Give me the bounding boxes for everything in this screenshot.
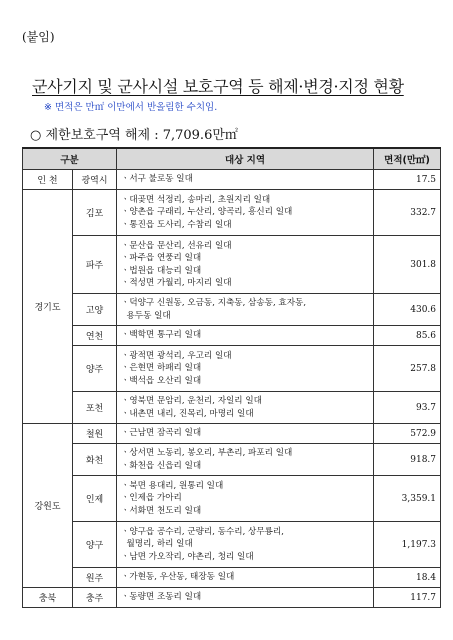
city-cell: 충주 — [73, 588, 117, 608]
city-cell: 철원 — [73, 424, 117, 444]
table-row — [23, 326, 441, 346]
city-cell: 연천 — [73, 326, 117, 346]
location-cell — [117, 294, 374, 326]
city-cell: 인제 — [73, 476, 117, 522]
location-line: ㆍ동량면 조동리 일대 — [121, 592, 202, 603]
location-cell — [117, 588, 374, 608]
area-cell: 117.7 — [374, 588, 441, 608]
location-cell — [117, 568, 374, 588]
location-line: ㆍ법원읍 대능리 일대 — [121, 265, 202, 276]
location-cell — [117, 236, 374, 294]
province-cell: 강원도 — [23, 424, 73, 588]
release-status-table — [22, 147, 441, 608]
province-cell: 충북 — [23, 588, 73, 608]
area-cell: 918.7 — [374, 444, 441, 476]
table-row — [23, 476, 441, 522]
location-cell — [117, 424, 374, 444]
location-line: ㆍ대곶면 석정리, 송마리, 초원지리 일대 — [121, 194, 271, 205]
location-line: ㆍ백학면 통구리 일대 — [121, 330, 202, 341]
city-cell: 원주 — [73, 568, 117, 588]
area-cell: 301.8 — [374, 236, 441, 294]
location-line: ㆍ문산읍 문산리, 선유리 일대 — [121, 240, 232, 251]
location-line: ㆍ서구 불로동 일대 — [121, 174, 193, 185]
city-cell: 양구 — [73, 522, 117, 568]
area-cell: 18.4 — [374, 568, 441, 588]
table-row — [23, 190, 441, 236]
area-cell: 85.6 — [374, 326, 441, 346]
location-line: ㆍ백석읍 오산리 일대 — [121, 375, 202, 386]
location-cell — [117, 346, 374, 392]
location-line: ㆍ양구읍 공수리, 군량리, 동수리, 상무룡리, — [121, 526, 284, 537]
area-cell: 257.8 — [374, 346, 441, 392]
table-row — [23, 424, 441, 444]
table-row — [23, 444, 441, 476]
city-cell: 고양 — [73, 294, 117, 326]
location-cell — [117, 190, 374, 236]
location-line: ㆍ남면 가오작리, 야촌리, 청리 일대 — [121, 551, 254, 562]
location-line: ㆍ상서면 노동리, 봉오리, 부촌리, 파포리 일대 — [121, 448, 293, 458]
table-row — [23, 568, 441, 588]
table-row — [23, 294, 441, 326]
location-line: ㆍ파주읍 연풍리 일대 — [121, 253, 202, 263]
area-cell: 3,359.1 — [374, 476, 441, 522]
header-area: 면적(만㎡) — [374, 148, 441, 170]
province-cell: 인 천 — [23, 170, 73, 190]
area-cell: 332.7 — [374, 190, 441, 236]
location-cell — [117, 476, 374, 522]
table-row — [23, 236, 441, 294]
location-line: ㆍ은현면 하패리 일대 — [121, 363, 202, 374]
header-location: 대상 지역 — [117, 148, 374, 170]
location-line: ㆍ인제읍 가아리 — [121, 493, 182, 504]
table-row — [23, 522, 441, 568]
location-cell — [117, 522, 374, 568]
city-cell: 양주 — [73, 346, 117, 392]
city-cell: 광역시 — [73, 170, 117, 190]
location-line: ㆍ화천읍 신읍리 일대 — [121, 460, 202, 471]
location-cell — [117, 392, 374, 424]
table-row — [23, 588, 441, 608]
city-cell: 화천 — [73, 444, 117, 476]
location-line: ㆍ통진읍 도사리, 수참리 일대 — [121, 219, 232, 230]
city-cell: 김포 — [73, 190, 117, 236]
table-row — [23, 346, 441, 392]
header-category: 구분 — [23, 148, 117, 170]
location-cell — [117, 326, 374, 346]
section-heading: ○ 제한보호구역 해제 : 7,709.6만㎡ — [30, 128, 238, 143]
location-line: ㆍ서화면 천도리 일대 — [121, 505, 202, 516]
location-line: ㆍ양촌읍 구래리, 누산리, 양곡리, 흥신리 일대 — [121, 207, 293, 218]
area-cell: 17.5 — [374, 170, 441, 190]
area-cell: 93.7 — [374, 392, 441, 424]
city-cell: 포천 — [73, 392, 117, 424]
city-cell: 파주 — [73, 236, 117, 294]
location-cell — [117, 444, 374, 476]
location-line: ㆍ내촌면 내리, 진목리, 마명리 일대 — [121, 408, 254, 419]
location-line: ㆍ가현동, 우산동, 태장동 일대 — [121, 572, 235, 583]
area-note: ※ 면적은 만㎡ 이만에서 반올림한 수치임. — [44, 102, 218, 113]
document-title: 군사기지 및 군사시설 보호구역 등 해제·변경·지정 현황 — [32, 77, 404, 96]
location-line: 월명리, 하리 일대 — [121, 539, 193, 550]
location-line: ㆍ광적면 광석리, 우고리 일대 — [121, 350, 232, 361]
area-cell: 1,197.3 — [374, 522, 441, 568]
location-line: 용두동 일대 — [121, 310, 171, 321]
area-cell: 430.6 — [374, 294, 441, 326]
location-line: ㆍ적성면 가월리, 마지리 일대 — [121, 278, 232, 288]
location-line: ㆍ근남면 잠곡리 일대 — [121, 428, 202, 439]
table-row — [23, 392, 441, 424]
location-line: ㆍ영북면 문암리, 운천리, 자일리 일대 — [121, 396, 262, 406]
attachment-label: (붙임) — [22, 30, 55, 44]
location-line: ㆍ북면 용대리, 원통리 일대 — [121, 480, 224, 491]
area-cell: 572.9 — [374, 424, 441, 444]
location-line: ㆍ덕양구 신원동, 오금동, 지축동, 삼송동, 효자동, — [121, 298, 307, 308]
location-cell — [117, 170, 374, 190]
province-cell: 경기도 — [23, 190, 73, 424]
table-row — [23, 170, 441, 190]
